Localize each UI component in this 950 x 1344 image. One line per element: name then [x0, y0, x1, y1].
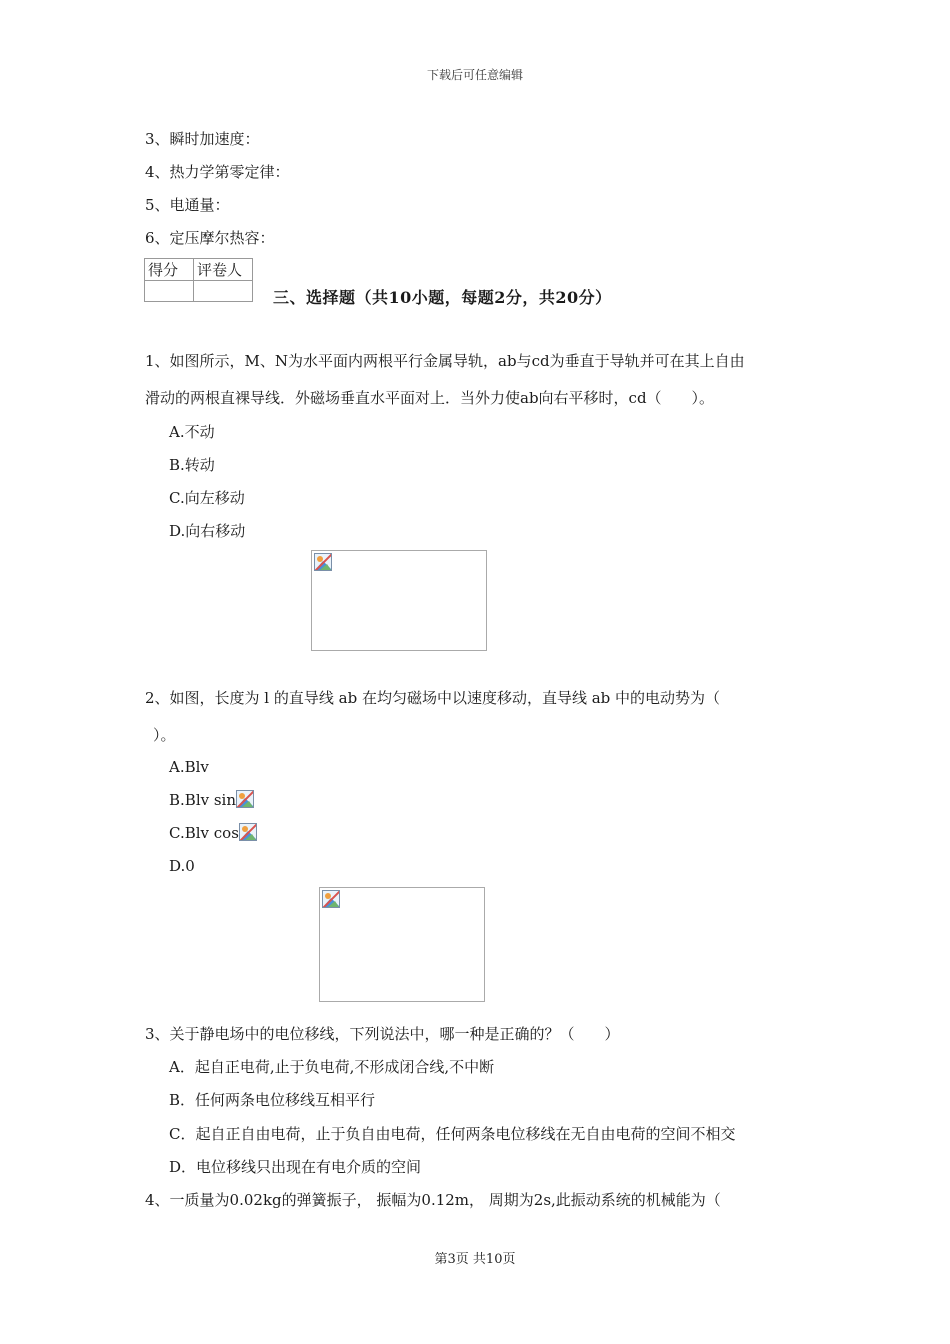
term-instantaneous-acceleration: 3、瞬时加速度：: [145, 130, 260, 148]
q3-option-b: B．任何两条电位移线互相平行: [169, 1091, 376, 1109]
score-header: 得分: [145, 259, 194, 281]
q2-option-c: [169, 823, 257, 842]
broken-image-icon: [239, 823, 257, 841]
sin-theta-image: [236, 790, 254, 808]
q2-option-d: D.0: [169, 857, 195, 875]
q2-text-line2: ）。: [153, 726, 176, 744]
term-molar-heat-capacity: 6、定压摩尔热容：: [145, 229, 275, 247]
q2-figure: [319, 887, 485, 1002]
grader-cell: [194, 281, 253, 302]
q2-option-b-text: B.Blv sin: [169, 791, 237, 809]
broken-image-icon: [314, 553, 332, 571]
score-cell: [145, 281, 194, 302]
broken-image-icon: [236, 790, 254, 808]
q3-option-a: A．起自正电荷,止于负电荷,不形成闭合线,不中断: [169, 1058, 495, 1076]
q3-option-d: D．电位移线只出现在有电介质的空间: [169, 1158, 422, 1176]
q3-text: 3、关于静电场中的电位移线，下列说法中，哪一种是正确的？（ ）: [145, 1025, 620, 1043]
broken-image-icon: [322, 890, 340, 908]
term-electric-flux: 5、电通量：: [145, 196, 230, 214]
section-title: 三、选择题（共10小题，每题2分，共20分）: [273, 288, 612, 307]
q4-text: 4、一质量为0.02kg的弹簧振子， 振幅为0.12m， 周期为2s,此振动系统的机械能为（: [145, 1191, 721, 1209]
q2-option-b: [169, 790, 254, 809]
grader-header: 评卷人: [194, 259, 253, 281]
q2-option-c-text: C.Blv cos: [169, 824, 239, 842]
q1-text-line2: 滑动的两根直裸导线．外磁场垂直水平面对上．当外力使ab向右平移时，cd（ ）。: [145, 389, 715, 407]
q1-figure: [311, 550, 487, 651]
term-zeroth-law: 4、热力学第零定律：: [145, 163, 290, 181]
q1-option-a: A.不动: [169, 423, 215, 441]
q2-text-line1: 2、如图，长度为 l 的直导线 ab 在均匀磁场中以速度移动，直导线 ab 中的电动势为（: [145, 689, 721, 707]
q1-text-line1: 1、如图所示，M、N为水平面内两根平行金属导轨，ab与cd为垂直于导轨并可在其上自由: [145, 352, 745, 370]
cos-theta-image: [239, 823, 257, 841]
q1-option-b: B.转动: [169, 456, 215, 474]
q1-option-c: C.向左移动: [169, 489, 245, 507]
page-header: 下载后可任意编辑: [426, 68, 523, 82]
q1-option-d: D.向右移动: [169, 522, 246, 540]
q3-option-c: C．起自正自由电荷，止于负自由电荷，任何两条电位移线在无自由电荷的空间不相交: [169, 1125, 736, 1143]
page-footer: 第3页 共10页: [434, 1252, 516, 1267]
q2-option-a: A.Blv: [169, 758, 209, 776]
score-table: [144, 258, 253, 302]
